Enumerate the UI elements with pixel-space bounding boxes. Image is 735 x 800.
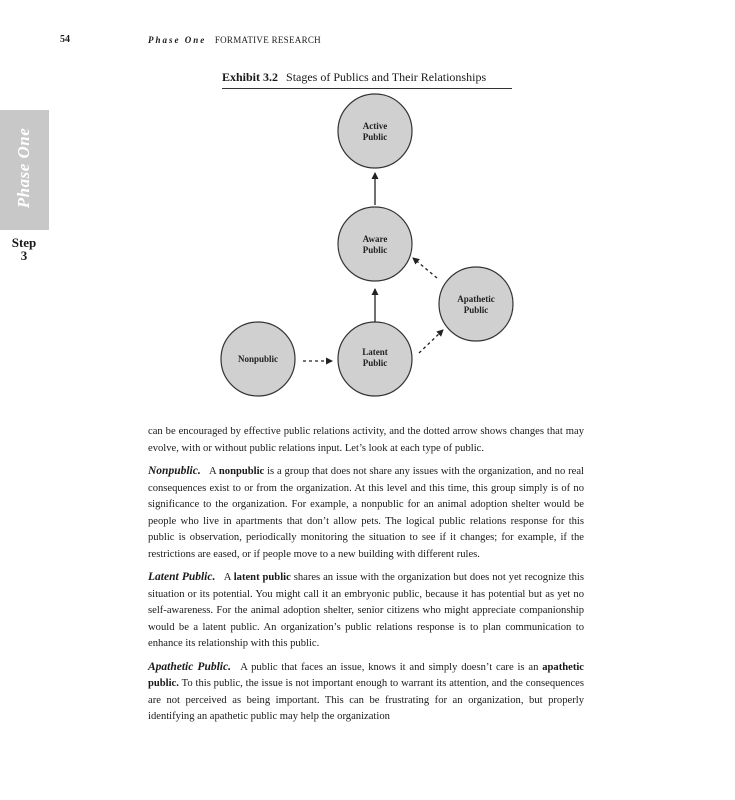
latent-term: latent public xyxy=(233,572,291,583)
node-apathetic-line2: Public xyxy=(463,305,489,315)
nonpublic-text: is a group that does not share any issues with the organization, and no real consequences exist to or from the organization. At this level and this time, this group simply is of no significance to the organization. For example, a nonpublic for an animal adoption shelter would be people who live in apartments that don’t allow pets. The logical public relations response for this public is observation, periodically monitoring the situation to see if it changes; for example, if the restrictions are eased, or if people move to a new building with different rules. xyxy=(148,466,584,560)
step-number: 3 xyxy=(20,248,28,263)
node-nonpublic xyxy=(221,322,295,396)
apathetic-pre: A public that faces an issue, knows it and simply doesn’t care is an xyxy=(240,661,539,673)
node-apathetic-public xyxy=(439,267,513,341)
intro-paragraph: can be encouraged by effective public relations activity, and the dotted arrow shows changes that may evolve, with or without public relations input. Let’s look at each type of public. xyxy=(148,426,584,454)
side-tab-label: Phase One xyxy=(14,127,33,209)
node-aware-public xyxy=(338,207,412,281)
running-head-phase: Phase One xyxy=(148,35,207,45)
node-active-line2: Public xyxy=(362,132,388,142)
latent-pre: A xyxy=(223,572,231,583)
node-latent-line1: Latent xyxy=(362,347,388,357)
latent-heading: Latent Public. xyxy=(148,571,216,583)
node-active-public xyxy=(338,94,412,168)
exhibit-number: Exhibit 3.2 xyxy=(222,70,279,84)
node-active-line1: Active xyxy=(362,121,388,131)
node-nonpublic-label: Nonpublic xyxy=(237,354,279,364)
apathetic-text: To this public, the issue is not important enough to warrant its attention, and the consequences are not perceived as being important. This can be frustrating for an organization, but properly identifying an apathetic public may help the organization xyxy=(148,678,584,722)
page-number: 54 xyxy=(60,34,70,45)
apathetic-heading: Apathetic Public. xyxy=(148,660,231,673)
step-word: Step xyxy=(11,235,37,250)
node-aware-line2: Public xyxy=(362,245,388,255)
node-latent-public xyxy=(338,322,412,396)
node-apathetic-line1: Apathetic xyxy=(457,294,495,304)
node-aware-line1: Aware xyxy=(362,234,388,244)
nonpublic-pre: A xyxy=(208,466,217,477)
node-latent-line2: Public xyxy=(362,358,388,368)
exhibit-caption: Stages of Publics and Their Relationships xyxy=(286,70,487,84)
nonpublic-heading: Nonpublic. xyxy=(148,465,201,477)
apathetic-paragraph xyxy=(148,659,584,726)
body-text xyxy=(148,424,584,732)
running-head-title: FORMATIVE RESEARCH xyxy=(214,35,321,45)
arrow-apathetic-to-aware xyxy=(413,258,437,278)
nonpublic-term: nonpublic xyxy=(218,466,265,477)
apathetic-term: apathetic public. xyxy=(148,661,584,689)
latent-text: shares an issue with the organization but does not yet recognize this situation or its potential. You might call it an embryonic public, because it has potential but as yet no self-awareness. For the animal adoption shelter, senior citizens who might appreciate companionship would be a latent public. An organization’s public relations response is to plan communication to enhance its relationship with this public. xyxy=(148,572,584,649)
arrow-latent-to-apathetic xyxy=(419,330,443,353)
nonpublic-paragraph xyxy=(148,463,584,563)
latent-paragraph xyxy=(148,569,584,653)
